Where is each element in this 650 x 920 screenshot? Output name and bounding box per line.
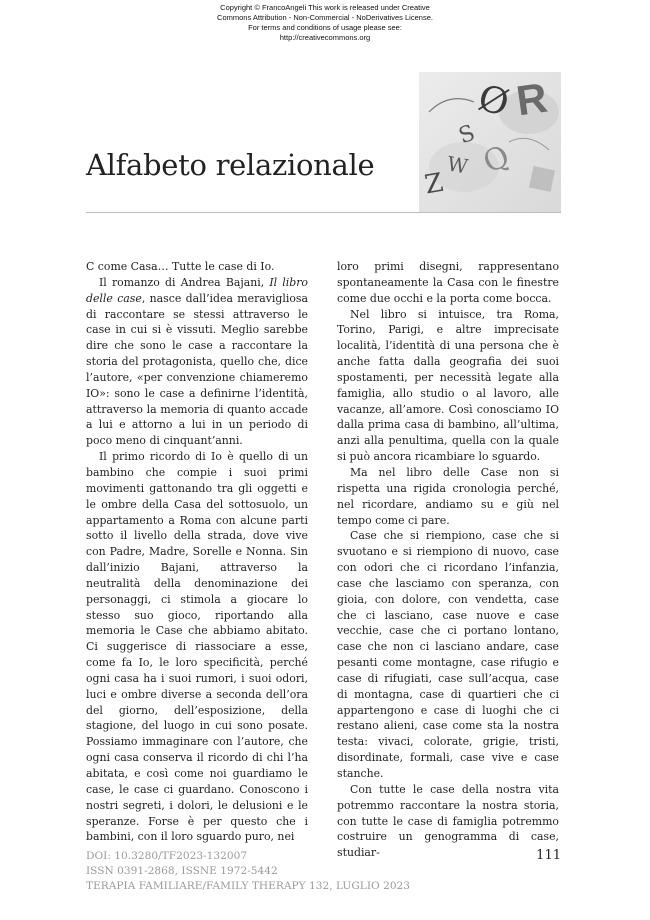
- letter-s-glyph: S: [455, 120, 479, 150]
- text-run: Ma nel libro delle Case non si rispetta una rigida cronologia perché, nel ricordare, andiamo su e giù nel tempo come ci pare.: [337, 465, 559, 527]
- text-run: Nel libro si intuisce, tra Roma, Torino, Parigi, e altre imprecisate località, l’identità di una persona che è anche fatta dalla geografia dei suoi spostamenti, per necessità legate alla famiglia, allo studio o al lavoro, alle vacanze, all’amore. Così conosciamo IO dalla prima casa di bambino, all’ultima, anzi alla penultima, quella con la quale si può ancora ricambiare lo sguardo.: [337, 307, 559, 464]
- copyright-notice: [0, 3, 650, 43]
- issn-info: ISSN 0391-2868, ISSNE 1972-5442: [86, 865, 278, 877]
- text-run: loro primi disegni, rappresentano spontaneamente la Casa con le finestre come due occhi e la porta come bocca.: [337, 260, 559, 305]
- copyright-url: http://creativecommons.org: [279, 33, 371, 42]
- page-number: 111: [536, 848, 561, 863]
- article-column-left: [86, 259, 308, 845]
- paragraph: [86, 275, 308, 449]
- letter-block-decoration: [529, 166, 555, 192]
- paragraph: [86, 449, 308, 845]
- doi-link[interactable]: DOI: 10.3280/TF2023-132007: [86, 850, 248, 862]
- paragraph: [86, 259, 308, 275]
- letter-o-slash-glyph: Ø: [473, 77, 514, 125]
- copyright-line: Commons Attribution - Non-Commercial - NoDerivatives License.: [217, 13, 433, 22]
- text-run: Il romanzo di Andrea Bajani,: [99, 275, 270, 289]
- section-title: Alfabeto relazionale: [86, 148, 375, 182]
- book-title: Il libro delle case: [86, 275, 308, 305]
- paragraph: [337, 528, 559, 782]
- journal-info: TERAPIA FAMILIARE/FAMILY THERAPY 132, LUGLIO 2023: [86, 880, 411, 892]
- text-run: Con tutte le case della nostra vita potremmo raccontare la nostra storia, con tutte le case di famiglia potremmo costruire un genogramma di case, studiar-: [337, 782, 559, 860]
- letter-q-glyph: Q: [477, 138, 516, 181]
- paragraph: [337, 307, 559, 465]
- letter-z-glyph: Z: [422, 167, 446, 201]
- publication-footer: [86, 849, 410, 894]
- header-divider: [86, 212, 561, 213]
- paragraph: [337, 259, 559, 307]
- text-run: C come Casa… Tutte le case di Io.: [86, 260, 275, 273]
- text-run: Case che si riempiono, case che si svuotano e si riempiono di nuovo, case con odori che ci ricordano l’infanzia, case che lasciamo con speranza, con gioia, con dolore, con vendetta, case che ci lasciano, case nuove e case vecchie, case che ci portano lontano, case che non ci lasciano andare, case pesanti come montagne, case rifugio e case di rifugiati, case sull’acqua, case di montagna, case di quartieri che ci appartengono e case di luoghi che ci restano alieni, case come sta la nostra testa: vivaci, colorate, grigie, tristi, disordinate, formali, case vive e case stanche.: [337, 529, 559, 780]
- letter-w-glyph: W: [445, 151, 470, 179]
- article-column-right: [337, 259, 559, 861]
- text-run: , nasce dall’idea meravigliosa di raccontare se stessi attraverso le case in cui si è vissuti. Meglio sarebbe dire che sono le case a raccontare la storia del protagonista, quello che, dice l’autore, «per convenzione chiameremo IO»: sono le case a definirne l’identità, attraverso la memoria di quanto accade a lui e attorno a lui in un periodo di poco meno di cinquant’anni.: [86, 291, 308, 448]
- paragraph: [337, 465, 559, 528]
- letter-r-glyph: R: [513, 73, 551, 125]
- copyright-line: Copyright © FrancoAngeli This work is released under Creative: [220, 3, 430, 12]
- text-run: Il primo ricordo di Io è quello di un bambino che compie i suoi primi movimenti gattonando tra gli oggetti e le ombre della Casa del sottosuolo, un appartamento a Roma con alcune parti sotto il livello della strada, dove vive con Padre, Madre, Sorelle e Nonna. Sin dall’inizio Bajani, attraverso la neutralità della denominazione dei personaggi, ci stimola a giocare lo stesso suo gioco, riportando alla memoria le Case che abbiamo abitato. Ci suggerisce di riassociare a esse, come fa Io, le loro specificità, perché ogni casa ha i suoi rumori, i suoi odori, luci e ombre diverse a seconda dell’ora del giorno, dell’esposizione, della stagione, del luogo in cui sono posate. Possiamo immaginare con l’autore, che ogni casa conserva il ricordo di chi l’ha abitata, e così come noi guardiamo le case, le case ci guardano. Conoscono i nostri segreti, i dolori, le delusioni e le speranze. Forse è per questo che i bambini, con il loro sguardo puro, nei: [86, 450, 308, 844]
- alphabet-letters-image: [419, 72, 561, 213]
- copyright-line: For terms and conditions of usage please see:: [248, 23, 402, 32]
